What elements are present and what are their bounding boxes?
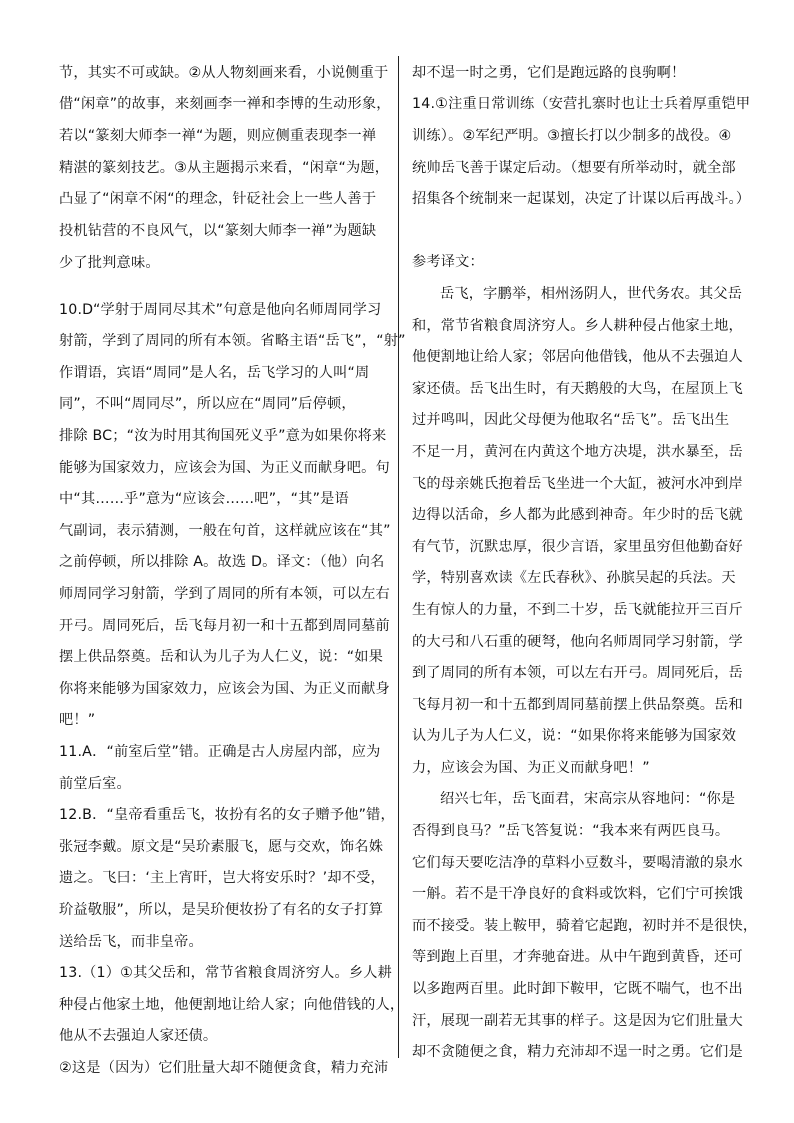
text-line: 10.D“学射于周同尽其术”句意是他向名师周同学习	[59, 302, 382, 318]
text-line: 过并鸣叫，因此父母便为他取名“岳飞”。岳飞出生	[412, 412, 730, 428]
text-line: 14.①注重日常训练（安营扎寨时也让士兵着厚重铠甲	[412, 96, 751, 112]
text-line: 认为儿子为人仁义，说：“如果你将来能够为国家效	[412, 728, 737, 744]
text-line: 有气节，沉默忠厚，很少言语，家里虽穷但他勤奋好	[412, 539, 743, 555]
text-line: 作谓语，宾语“周同”是人名，岳飞学习的人叫“周	[59, 365, 370, 381]
text-line: 师周同学习射箭，学到了周同的所有本领，可以左右	[59, 586, 390, 602]
section-heading: 参考译文：	[412, 254, 484, 270]
text-line: 你将来能够为国家效力，应该会为国、为正义而献身	[59, 681, 390, 697]
text-line: 中“其……乎”意为“应该会……吧”，“其”是语	[59, 491, 349, 507]
text-line: 以多跑两百里。此时卸下鞍甲，它既不喘气，也不出	[412, 981, 743, 997]
text-line: 飞的母亲姚氏抱着岳飞坐进一个大缸，被河水冲到岸	[412, 476, 743, 492]
text-line: 家还债。岳飞出生时，有天鹅般的大鸟，在屋顶上飞	[412, 381, 743, 397]
text-line: 飞每月初一和十五都到周同墓前摆上供品祭奠。岳和	[412, 697, 743, 713]
text-line: 排除 BC；“汝为时用其徇国死义乎”意为如果你将来	[59, 428, 387, 444]
text-line: 却不贪随便之食，精力充沛却不逞一时之勇。它们是	[412, 1044, 743, 1060]
text-line: 之前停顿，所以排除 A。故选 D。译文：（他）向名	[59, 554, 385, 570]
column-divider	[398, 56, 399, 1058]
text-line: 能够为国家效力，应该会为国、为正义而献身吧。句	[59, 460, 390, 476]
text-line: 同”，不叫“周同尽”，所以应在“周同”后停顿，	[59, 396, 356, 412]
text-line: 训练）。②军纪严明。③擅长打以少制多的战役。④	[412, 128, 732, 144]
text-line: 开弓。周同死后，岳飞每月初一和十五都到周同墓前	[59, 618, 390, 634]
text-line: 11.A．“前室后堂”错。正确是古人房屋内部，应为	[59, 744, 381, 760]
text-line: 借“闲章”的故事，来刻画李一禅和李博的生动形象，	[59, 96, 391, 112]
text-line: 吧！”	[59, 712, 96, 728]
text-line: 凸显了“闲章不闲“的理念，针砭社会上一些人善于	[59, 191, 377, 207]
text-line: 摆上供品祭奠。岳和认为儿子为人仁义，说：“如果	[59, 649, 384, 665]
text-line: 招集各个统制来一起谋划，决定了计谋以后再战斗。）	[412, 191, 751, 207]
text-line: 张冠李戴。原文是“吴玠素服飞，愿与交欢，饰名姝	[59, 839, 384, 855]
text-line: 投机钻营的不良风气，以“篆刻大师李一禅”为题缺	[59, 223, 377, 239]
text-line: 汗，展现一副若无其事的样子。这是因为它们肚量大	[412, 1013, 743, 1029]
text-line: 节，其实不可或缺。②从人物刻画来看，小说侧重于	[59, 65, 389, 81]
text-line: 遗之。飞曰：‘主上宵旰，岂大将安乐时？’却不受，	[59, 870, 385, 886]
text-line: 12.B．“皇帝看重岳飞，妆扮有名的女子赠予他”错，	[59, 807, 395, 823]
text-line: 否得到良马？”岳飞答复说：“我本来有两匹良马。	[412, 823, 730, 839]
text-line: 力，应该会为国、为正义而献身吧！”	[412, 760, 650, 776]
text-line: 的大弓和八石重的硬弩，他向名师周同学习射箭，学	[412, 634, 743, 650]
text-line: 到了周同的所有本领，可以左右开弓。周同死后，岳	[412, 665, 743, 681]
text-line: 他从不去强迫人家还债。	[59, 1028, 218, 1044]
text-line: 送给岳飞，而非皇帝。	[59, 934, 203, 950]
text-line: 若以“篆刻大师李一禅“为题，则应侧重表现李一禅	[59, 128, 377, 144]
text-line: 统帅岳飞善于谋定后动。（想要有所举动时，就全部	[412, 160, 736, 176]
text-line: 精湛的篆刻技艺。③从主题揭示来看，“闲章“为题，	[59, 160, 390, 176]
text-line: 它们每天要吃洁净的草料小豆数斗，要喝清澈的泉水	[412, 855, 743, 871]
text-line: 射箭，学到了周同的所有本领。省略主语“岳飞”，“射”	[59, 333, 406, 349]
text-line: 前堂后室。	[59, 776, 131, 792]
text-line: 学，特别喜欢读《左氏春秋》、孙膑吴起的兵法。天	[412, 570, 736, 586]
text-line: 少了批判意味。	[59, 255, 160, 271]
text-line: 等到跑上百里，才奔驰奋进。从中午跑到黄昏，还可	[412, 949, 743, 965]
text-line: 绍兴七年，岳飞面君，宋高宗从容地问：“你是	[440, 791, 736, 807]
text-line: 一斛。若不是干净良好的食料或饮料，它们宁可挨饿	[412, 886, 743, 902]
text-line: 生有惊人的力量，不到二十岁，岳飞就能拉开三百斤	[412, 602, 743, 618]
text-line: 他便割地让给人家；邻居向他借钱，他从不去强迫人	[412, 349, 743, 365]
text-line: 玠益敬服”，所以，是吴玠便妆扮了有名的女子打算	[59, 902, 384, 918]
text-line: 和，常节省粮食周济穷人。乡人耕种侵占他家土地，	[412, 318, 743, 334]
text-line: 气副词，表示猜测，一般在句首，这样就应该在“其”	[59, 523, 391, 539]
text-line: ②这是（因为）它们肚量大却不随便贪食，精力充沛	[59, 1060, 389, 1076]
text-line: 而不接受。装上鞍甲，骑着它起跑，初时并不是很快，	[412, 918, 758, 934]
text-line: 边得以活命，乡人都为此感到神奇。年少时的岳飞就	[412, 507, 743, 523]
text-line: 种侵占他家土地，他便割地让给人家；向他借钱的人，	[59, 997, 405, 1013]
text-line: 岳飞，字鹏举，相州汤阴人，世代务农。其父岳	[440, 286, 743, 302]
text-line: 却不逞一时之勇，它们是跑远路的良驹啊！	[412, 65, 686, 81]
text-line: 不足一月，黄河在内黄这个地方决堤，洪水暴至，岳	[412, 444, 743, 460]
text-line: 13.（1）①其父岳和，常节省粮食周济穷人。乡人耕	[59, 965, 393, 981]
